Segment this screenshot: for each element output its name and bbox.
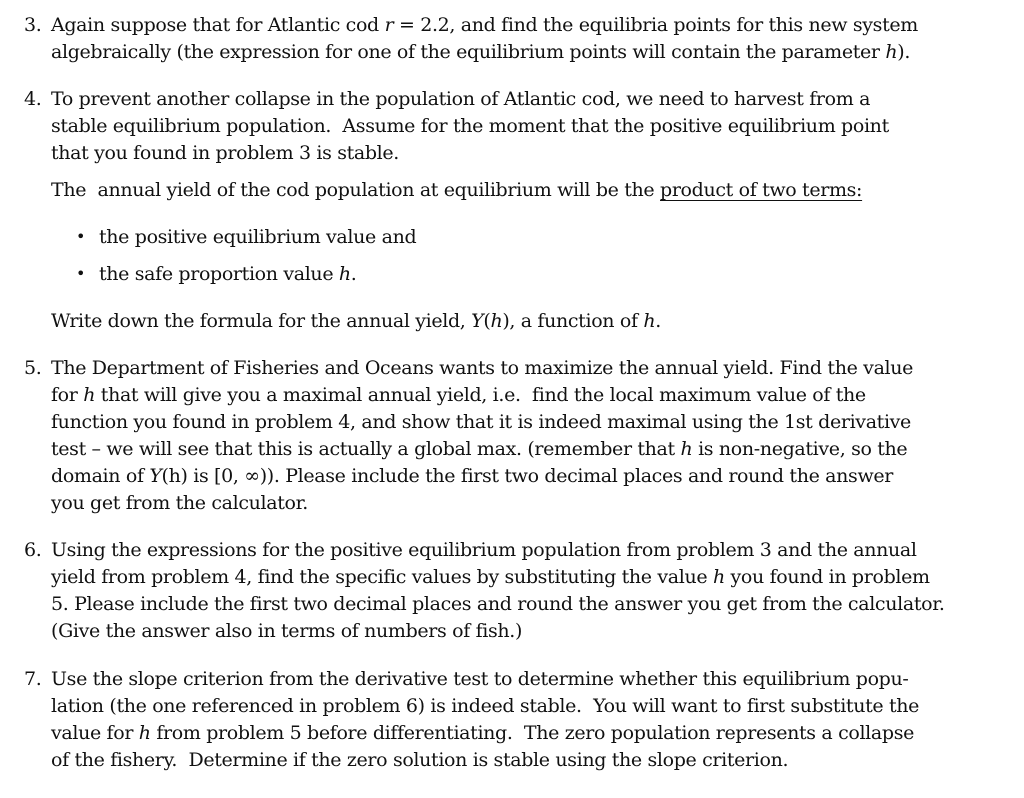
problem-5-line-3: function you found in problem 4, and show that it is indeed maximal using the 1st derivative <box>51 411 911 433</box>
problem-5-line-1: The Department of Fisheries and Oceans wants to maximize the annual yield. Find the value <box>51 357 914 379</box>
problem-7-line-4: of the fishery. Determine if the zero solution is stable using the slope criterion. <box>51 749 789 771</box>
problem-5-line-4: test – we will see that this is actually a global max. (remember that h is non-negative, so the <box>51 438 908 460</box>
problem-3-number: 3. <box>24 14 42 36</box>
problem-7-number: 7. <box>24 668 42 690</box>
problem-5-line-5: domain of Y(h) is [0, ∞)). Please include the first two decimal places and round the answer <box>51 465 893 487</box>
problem-7-line-3: value for h from problem 5 before differentiating. The zero population represents a collapse <box>51 722 914 744</box>
bullet-2-text: the safe proportion value h. <box>99 263 357 285</box>
problem-6-line-1: Using the expressions for the positive equilibrium population from problem 3 and the annual <box>51 539 917 561</box>
bullet-1-symbol: • <box>76 227 86 246</box>
problem-4-line-1: To prevent another collapse in the population of Atlantic cod, we need to harvest from a <box>51 88 871 110</box>
problem-6-line-2: yield from problem 4, find the specific values by substituting the value h you found in problem <box>51 566 930 588</box>
product-of-two-terms-underlined: product of two terms: <box>660 179 863 201</box>
problem-3-line-2: algebraically (the expression for one of the equilibrium points will contain the parameter h). <box>51 41 911 63</box>
problem-4-line-2: stable equilibrium population. Assume for the moment that the positive equilibrium point <box>51 115 889 137</box>
problem-6-line-3: 5. Please include the first two decimal places and round the answer you get from the calculator. <box>51 593 945 615</box>
problem-6-line-4: (Give the answer also in terms of numbers of fish.) <box>51 620 523 642</box>
problem-6-number: 6. <box>24 539 42 561</box>
bullet-1-text: the positive equilibrium value and <box>99 226 417 248</box>
problem-3-line-1: Again suppose that for Atlantic cod r = 2.2, and find the equilibria points for this new system <box>51 14 918 36</box>
problem-5-number: 5. <box>24 357 42 379</box>
bullet-2-symbol: • <box>76 264 86 283</box>
problem-5-line-2: for h that will give you a maximal annual yield, i.e. find the local maximum value of the <box>51 384 866 406</box>
problem-4-line-3: that you found in problem 3 is stable. <box>51 142 399 164</box>
problem-4-write-formula: Write down the formula for the annual yield, Y(h), a function of h. <box>51 310 661 332</box>
problem-5-line-6: you get from the calculator. <box>51 492 308 514</box>
problem-7-line-1: Use the slope criterion from the derivative test to determine whether this equilibrium popu- <box>51 668 909 690</box>
problem-4-number: 4. <box>24 88 42 110</box>
problem-4-yield-intro: The annual yield of the cod population at equilibrium will be the product of two terms: <box>51 179 863 201</box>
problem-7-line-2: lation (the one referenced in problem 6) is indeed stable. You will want to first substitute the <box>51 695 920 717</box>
